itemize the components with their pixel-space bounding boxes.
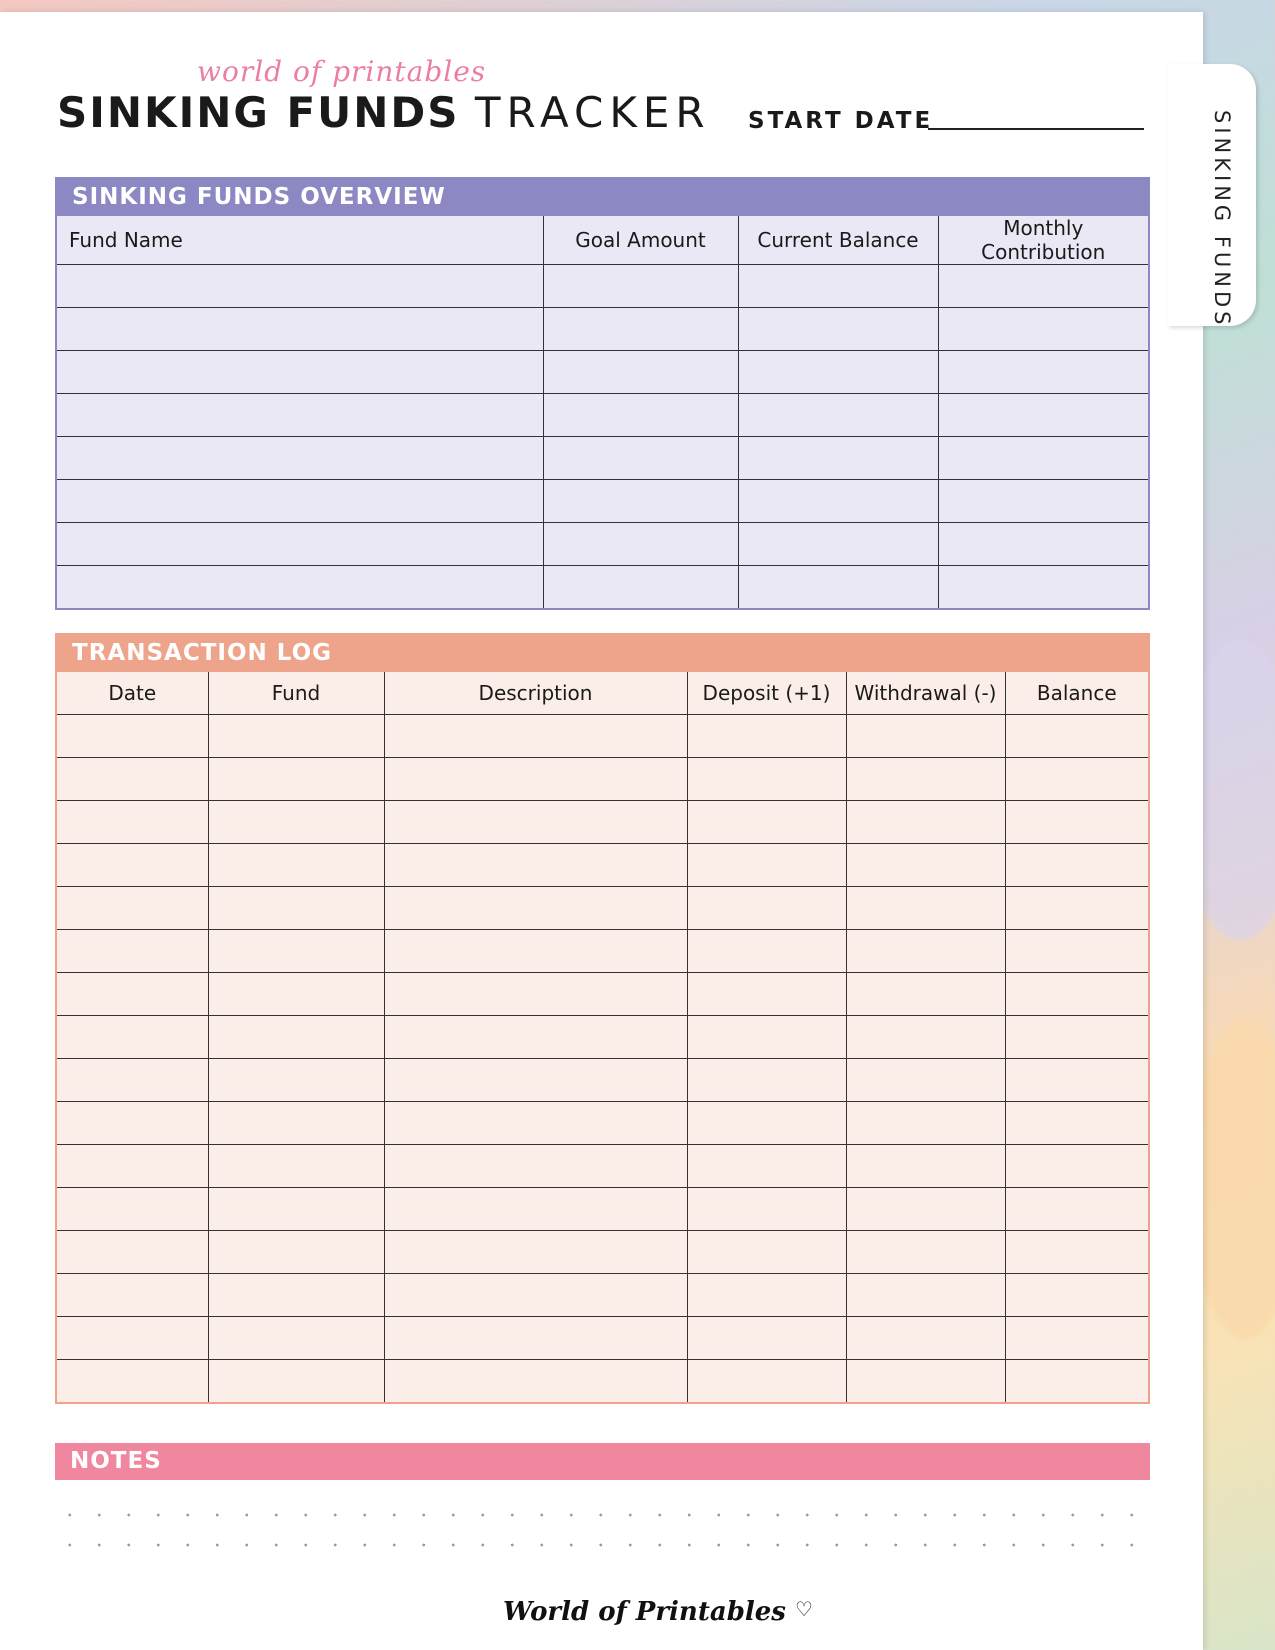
- table-cell[interactable]: [687, 887, 846, 930]
- overview-header-row: [57, 216, 1148, 265]
- notes-dot-grid[interactable]: [55, 1500, 1150, 1560]
- table-cell[interactable]: [687, 1274, 846, 1317]
- transaction-row: [57, 1274, 1148, 1317]
- footer-brand-text: World of Printables: [503, 1597, 786, 1627]
- table-cell[interactable]: [543, 265, 738, 308]
- overview-row: [57, 351, 1148, 394]
- table-cell[interactable]: [57, 1317, 208, 1360]
- table-cell[interactable]: [384, 973, 687, 1016]
- table-cell[interactable]: [208, 758, 384, 801]
- table-cell[interactable]: [384, 715, 687, 758]
- transaction-row: [57, 1231, 1148, 1274]
- table-cell[interactable]: [687, 1317, 846, 1360]
- table-cell[interactable]: [57, 265, 543, 308]
- table-cell[interactable]: [846, 973, 1005, 1016]
- table-cell[interactable]: [846, 1188, 1005, 1231]
- table-cell[interactable]: [1005, 887, 1148, 930]
- overview-row: [57, 566, 1148, 609]
- table-cell[interactable]: [543, 394, 738, 437]
- table-cell[interactable]: [1005, 973, 1148, 1016]
- table-cell[interactable]: [738, 523, 938, 566]
- table-cell[interactable]: [208, 1016, 384, 1059]
- col-date: Date: [57, 672, 208, 715]
- overview-row: [57, 308, 1148, 351]
- table-cell[interactable]: [57, 758, 208, 801]
- table-cell[interactable]: [1005, 1059, 1148, 1102]
- overview-row: [57, 480, 1148, 523]
- transaction-row: [57, 1360, 1148, 1403]
- transaction-row: [57, 1102, 1148, 1145]
- table-cell[interactable]: [208, 1188, 384, 1231]
- transaction-row: [57, 1317, 1148, 1360]
- table-cell[interactable]: [938, 351, 1148, 394]
- table-cell[interactable]: [687, 844, 846, 887]
- col-description: Description: [384, 672, 687, 715]
- overview-row: [57, 437, 1148, 480]
- table-cell[interactable]: [57, 308, 543, 351]
- table-cell[interactable]: [846, 1102, 1005, 1145]
- table-cell[interactable]: [1005, 758, 1148, 801]
- transaction-log-heading: TRANSACTION LOG: [57, 635, 1148, 672]
- table-cell[interactable]: [1005, 844, 1148, 887]
- brand-script-logo: world of printables: [197, 55, 487, 88]
- table-cell[interactable]: [687, 1360, 846, 1403]
- table-cell[interactable]: [938, 480, 1148, 523]
- table-cell[interactable]: [938, 566, 1148, 609]
- overview-row: [57, 394, 1148, 437]
- table-cell[interactable]: [384, 801, 687, 844]
- table-cell[interactable]: [384, 758, 687, 801]
- table-cell[interactable]: [208, 1059, 384, 1102]
- page-title: [57, 88, 711, 137]
- table-cell[interactable]: [208, 973, 384, 1016]
- table-cell[interactable]: [208, 887, 384, 930]
- table-cell[interactable]: [738, 308, 938, 351]
- table-cell[interactable]: [384, 930, 687, 973]
- table-cell[interactable]: [543, 351, 738, 394]
- table-cell[interactable]: [543, 523, 738, 566]
- table-cell[interactable]: [208, 1274, 384, 1317]
- notes-heading: NOTES: [55, 1443, 1150, 1480]
- table-cell[interactable]: [57, 715, 208, 758]
- table-cell[interactable]: [938, 394, 1148, 437]
- table-cell[interactable]: [208, 1360, 384, 1403]
- table-cell[interactable]: [57, 1016, 208, 1059]
- table-cell[interactable]: [384, 1274, 687, 1317]
- table-cell[interactable]: [1005, 1145, 1148, 1188]
- table-cell[interactable]: [57, 351, 543, 394]
- table-cell[interactable]: [57, 1360, 208, 1403]
- transaction-row: [57, 1016, 1148, 1059]
- notes-section: [55, 1443, 1150, 1560]
- table-cell[interactable]: [687, 973, 846, 1016]
- table-cell[interactable]: [384, 1188, 687, 1231]
- table-cell[interactable]: [384, 887, 687, 930]
- table-cell[interactable]: [57, 930, 208, 973]
- table-cell[interactable]: [846, 1274, 1005, 1317]
- table-cell[interactable]: [846, 758, 1005, 801]
- table-cell[interactable]: [938, 437, 1148, 480]
- table-cell[interactable]: [57, 1145, 208, 1188]
- transaction-row: [57, 1188, 1148, 1231]
- table-cell[interactable]: [208, 1102, 384, 1145]
- table-cell[interactable]: [57, 887, 208, 930]
- table-cell[interactable]: [846, 1231, 1005, 1274]
- table-cell[interactable]: [846, 801, 1005, 844]
- table-cell[interactable]: [384, 1059, 687, 1102]
- table-cell[interactable]: [208, 844, 384, 887]
- table-cell[interactable]: [1005, 1231, 1148, 1274]
- table-cell[interactable]: [543, 308, 738, 351]
- table-cell[interactable]: [846, 844, 1005, 887]
- table-cell[interactable]: [384, 1231, 687, 1274]
- table-cell[interactable]: [57, 1188, 208, 1231]
- table-cell[interactable]: [384, 1016, 687, 1059]
- table-cell[interactable]: [208, 715, 384, 758]
- table-cell[interactable]: [846, 1360, 1005, 1403]
- side-tab-label: SINKING FUNDS: [1210, 110, 1234, 329]
- table-cell[interactable]: [1005, 1102, 1148, 1145]
- table-cell[interactable]: [57, 566, 543, 609]
- table-cell[interactable]: [1005, 715, 1148, 758]
- table-cell[interactable]: [687, 930, 846, 973]
- transaction-row: [57, 1059, 1148, 1102]
- col-fund: Fund: [208, 672, 384, 715]
- table-cell[interactable]: [384, 1145, 687, 1188]
- start-date-field[interactable]: [928, 128, 1144, 130]
- table-cell[interactable]: [738, 480, 938, 523]
- table-cell[interactable]: [57, 437, 543, 480]
- table-cell[interactable]: [1005, 930, 1148, 973]
- table-cell[interactable]: [384, 1360, 687, 1403]
- overview-section: [55, 177, 1150, 610]
- table-cell[interactable]: [846, 1016, 1005, 1059]
- table-cell[interactable]: [543, 437, 738, 480]
- table-cell[interactable]: [938, 265, 1148, 308]
- transaction-row: [57, 758, 1148, 801]
- table-cell[interactable]: [384, 1102, 687, 1145]
- table-cell[interactable]: [57, 1059, 208, 1102]
- col-deposit: Deposit (+1): [687, 672, 846, 715]
- transaction-row: [57, 801, 1148, 844]
- table-cell[interactable]: [57, 1102, 208, 1145]
- table-cell[interactable]: [57, 973, 208, 1016]
- transaction-row: [57, 715, 1148, 758]
- table-cell[interactable]: [687, 1145, 846, 1188]
- table-cell[interactable]: [738, 265, 938, 308]
- col-monthly-contribution: Monthly Contribution: [938, 216, 1148, 265]
- table-cell[interactable]: [1005, 1360, 1148, 1403]
- table-cell[interactable]: [1005, 1274, 1148, 1317]
- transaction-log-table: [57, 672, 1148, 1402]
- heart-icon: ♡: [795, 1597, 813, 1621]
- table-cell[interactable]: [846, 887, 1005, 930]
- table-cell[interactable]: [57, 480, 543, 523]
- table-cell[interactable]: [738, 394, 938, 437]
- table-cell[interactable]: [738, 566, 938, 609]
- table-cell[interactable]: [208, 930, 384, 973]
- table-cell[interactable]: [846, 1145, 1005, 1188]
- transaction-row: [57, 844, 1148, 887]
- table-cell[interactable]: [208, 1231, 384, 1274]
- table-cell[interactable]: [738, 351, 938, 394]
- table-cell[interactable]: [57, 523, 543, 566]
- table-cell[interactable]: [384, 1317, 687, 1360]
- table-cell[interactable]: [846, 1059, 1005, 1102]
- title-bold: SINKING FUNDS: [57, 88, 460, 137]
- table-cell[interactable]: [57, 844, 208, 887]
- table-cell[interactable]: [687, 715, 846, 758]
- table-cell[interactable]: [687, 1059, 846, 1102]
- table-cell[interactable]: [57, 1231, 208, 1274]
- transaction-row: [57, 1145, 1148, 1188]
- transaction-header-row: [57, 672, 1148, 715]
- overview-table: [57, 216, 1148, 608]
- transaction-row: [57, 887, 1148, 930]
- table-cell[interactable]: [1005, 801, 1148, 844]
- start-date-label: START DATE: [748, 108, 934, 134]
- overview-row: [57, 265, 1148, 308]
- table-cell[interactable]: [846, 930, 1005, 973]
- table-cell[interactable]: [208, 1145, 384, 1188]
- title-light: TRACKER: [474, 88, 711, 137]
- table-cell[interactable]: [687, 1231, 846, 1274]
- col-fund-name: Fund Name: [57, 216, 543, 265]
- table-cell[interactable]: [687, 1016, 846, 1059]
- table-cell[interactable]: [57, 1274, 208, 1317]
- table-cell[interactable]: [57, 394, 543, 437]
- transaction-log-section: [55, 633, 1150, 1404]
- overview-heading: SINKING FUNDS OVERVIEW: [57, 179, 1148, 216]
- table-cell[interactable]: [687, 801, 846, 844]
- col-goal-amount: Goal Amount: [543, 216, 738, 265]
- transaction-row: [57, 930, 1148, 973]
- table-cell[interactable]: [1005, 1317, 1148, 1360]
- col-withdrawal: Withdrawal (-): [846, 672, 1005, 715]
- table-cell[interactable]: [208, 801, 384, 844]
- table-cell[interactable]: [938, 308, 1148, 351]
- table-cell[interactable]: [543, 480, 738, 523]
- table-cell[interactable]: [846, 715, 1005, 758]
- table-cell[interactable]: [938, 523, 1148, 566]
- table-cell[interactable]: [738, 437, 938, 480]
- col-current-balance: Current Balance: [738, 216, 938, 265]
- table-cell[interactable]: [846, 1317, 1005, 1360]
- table-cell[interactable]: [1005, 1016, 1148, 1059]
- table-cell[interactable]: [687, 758, 846, 801]
- col-balance: Balance: [1005, 672, 1148, 715]
- footer-logo: [503, 1597, 813, 1627]
- transaction-row: [57, 973, 1148, 1016]
- table-cell[interactable]: [208, 1317, 384, 1360]
- table-cell[interactable]: [1005, 1188, 1148, 1231]
- table-cell[interactable]: [687, 1188, 846, 1231]
- table-cell[interactable]: [57, 801, 208, 844]
- table-cell[interactable]: [687, 1102, 846, 1145]
- table-cell[interactable]: [384, 844, 687, 887]
- table-cell[interactable]: [543, 566, 738, 609]
- overview-row: [57, 523, 1148, 566]
